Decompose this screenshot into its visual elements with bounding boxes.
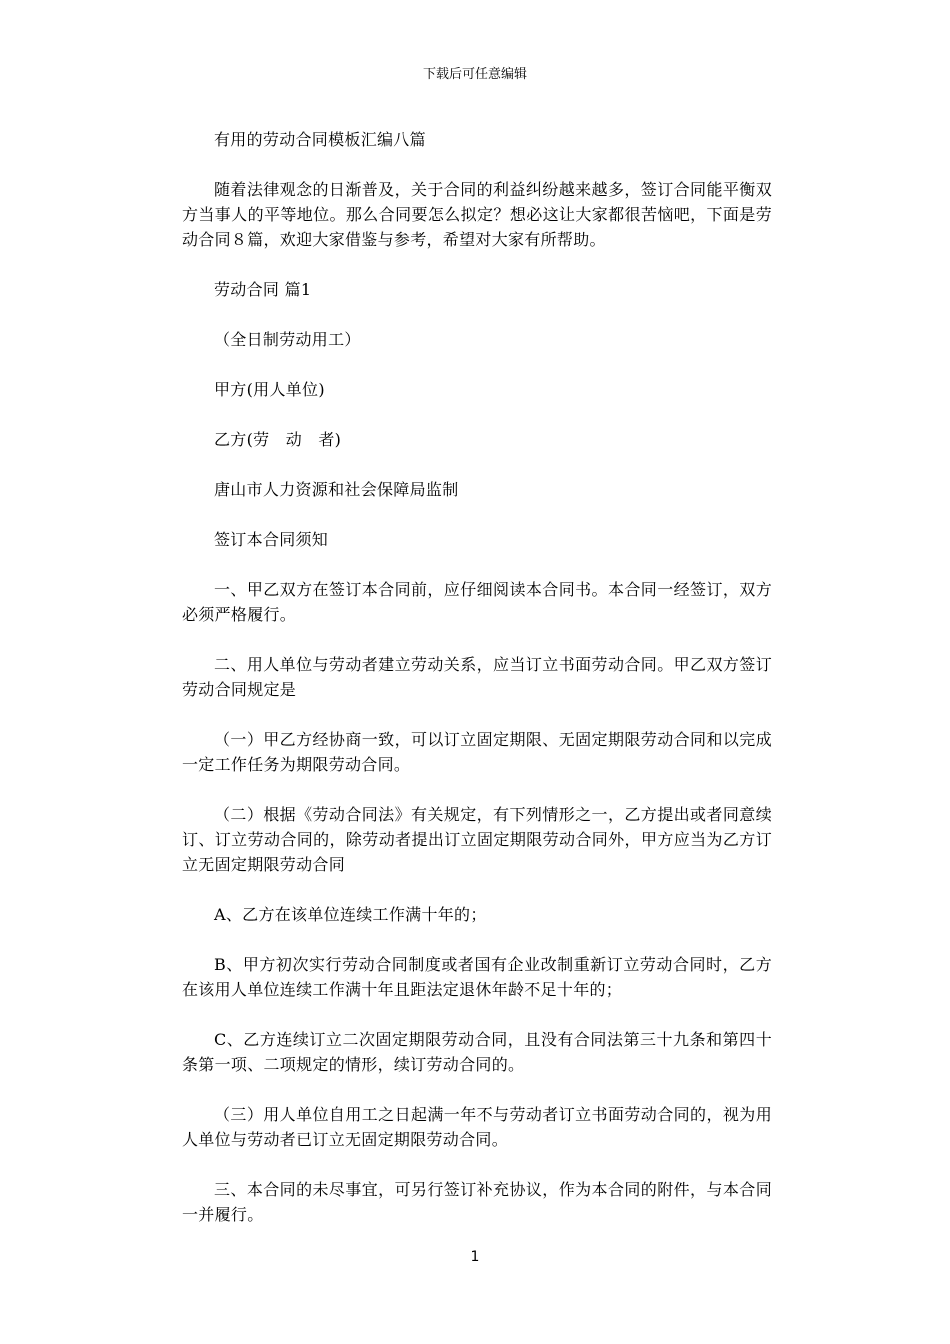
notice-item-2: 二、用人单位与劳动者建立劳动关系，应当订立书面劳动合同。甲乙双方签订劳动合同规定是 xyxy=(182,655,772,699)
notice-case-c: C、乙方连续订立二次固定期限劳动合同，且没有合同法第三十九条和第四十条第一项、二项规定的情形，续订劳动合同的。 xyxy=(182,1030,772,1074)
notice-subitem-3: （三）用人单位自用工之日起满一年不与劳动者订立书面劳动合同的，视为用人单位与劳动者已订立无固定期限劳动合同。 xyxy=(182,1105,772,1149)
document-title: 有用的劳动合同模板汇编八篇 xyxy=(214,130,426,149)
notice-case-b: B、甲方初次实行劳动合同制度或者国有企业改制重新订立劳动合同时，乙方在该用人单位连续工作满十年且距法定退休年龄不足十年的； xyxy=(182,955,772,999)
supervisor-line: 唐山市人力资源和社会保障局监制 xyxy=(214,480,459,499)
contract-type: （全日制劳动用工） xyxy=(214,330,361,349)
notice-item-1: 一、甲乙双方在签订本合同前，应仔细阅读本合同书。本合同一经签订，双方必须严格履行。 xyxy=(182,580,772,624)
notice-item-3: 三、本合同的未尽事宜，可另行签订补充协议，作为本合同的附件，与本合同一并履行。 xyxy=(182,1180,772,1224)
notice-heading: 签订本合同须知 xyxy=(214,530,329,549)
page-number: 1 xyxy=(470,1249,480,1265)
notice-case-a: A、乙方在该单位连续工作满十年的； xyxy=(214,905,487,924)
document-body xyxy=(182,127,772,1252)
section-heading: 劳动合同 篇1 xyxy=(214,280,312,299)
page-header: 下载后可任意编辑 xyxy=(422,67,527,82)
notice-subitem-2: （二）根据《劳动合同法》有关规定，有下列情形之一，乙方提出或者同意续订、订立劳动合同的，除劳动者提出订立固定期限劳动合同外，甲方应当为乙方订立无固定期限劳动合同 xyxy=(182,805,772,874)
party-b-line: 乙方(劳 动 者) xyxy=(214,430,342,449)
notice-subitem-1: （一）甲乙方经协商一致，可以订立固定期限、无固定期限劳动合同和以完成一定工作任务为期限劳动合同。 xyxy=(182,730,772,774)
intro-paragraph: 随着法律观念的日渐普及，关于合同的利益纠纷越来越多，签订合同能平衡双方当事人的平等地位。那么合同要怎么拟定？想必这让大家都很苦恼吧，下面是劳动合同８篇，欢迎大家借鉴与参考，希望对大家有所帮助。 xyxy=(182,180,772,249)
party-a-line: 甲方(用人单位) xyxy=(214,380,325,399)
